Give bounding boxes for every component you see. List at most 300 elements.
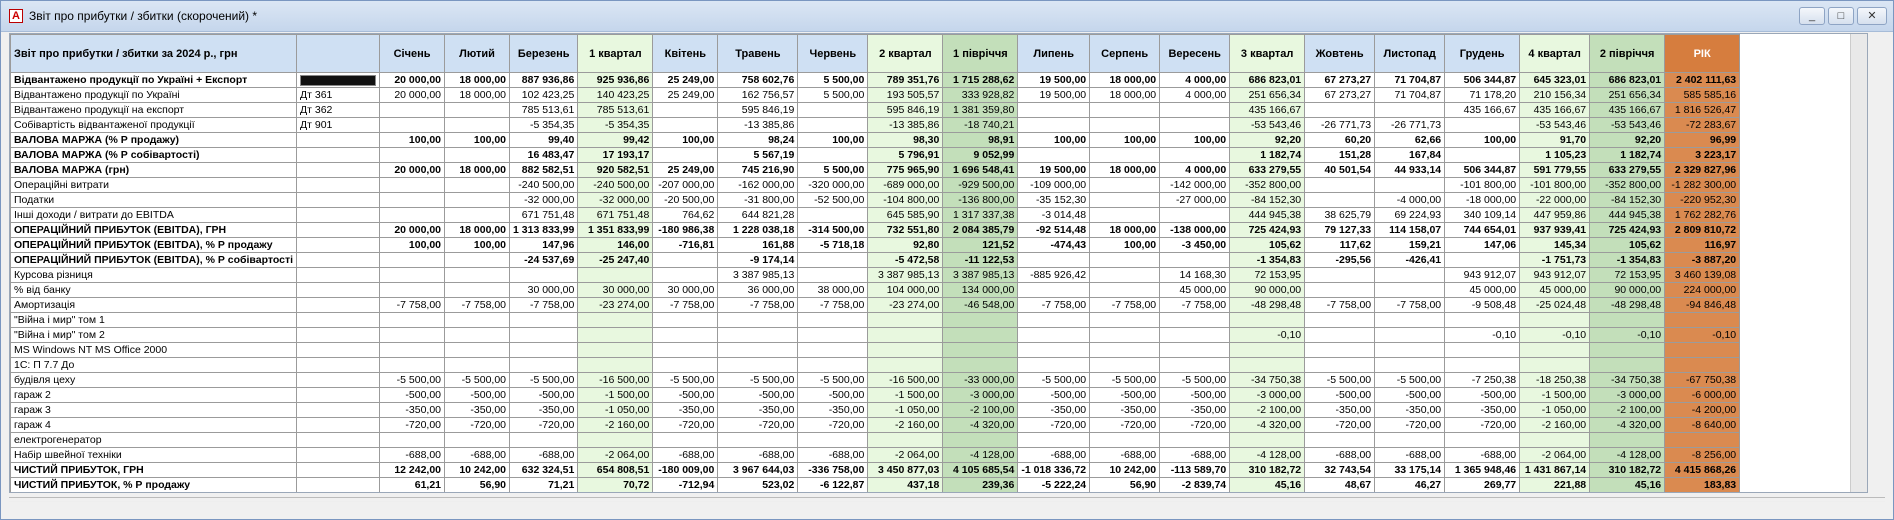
value-cell-year[interactable]: -67 750,38 <box>1665 373 1740 388</box>
value-cell-may[interactable]: -7 758,00 <box>718 298 798 313</box>
report-grid-area[interactable] <box>9 33 1868 493</box>
value-cell-h1[interactable]: -2 100,00 <box>943 403 1018 418</box>
close-button[interactable]: ✕ <box>1857 7 1887 25</box>
value-cell-q1[interactable] <box>578 313 653 328</box>
value-cell-nov[interactable]: -500,00 <box>1375 388 1445 403</box>
value-cell-mar[interactable] <box>510 313 578 328</box>
value-cell-mar[interactable]: -32 000,00 <box>510 193 578 208</box>
value-cell-h2[interactable]: -0,10 <box>1590 328 1665 343</box>
value-cell-q3[interactable]: 105,62 <box>1230 238 1305 253</box>
value-cell-jan[interactable] <box>380 433 445 448</box>
value-cell-feb[interactable] <box>445 103 510 118</box>
value-cell-jul[interactable]: 19 500,00 <box>1018 88 1090 103</box>
value-cell-oct[interactable] <box>1305 193 1375 208</box>
value-cell-jun[interactable] <box>798 268 868 283</box>
value-cell-may[interactable]: 745 216,90 <box>718 163 798 178</box>
value-cell-jan[interactable]: 20 000,00 <box>380 163 445 178</box>
value-cell-q2[interactable] <box>868 313 943 328</box>
col-header-dec[interactable]: Грудень <box>1445 35 1520 73</box>
value-cell-feb[interactable] <box>445 343 510 358</box>
value-cell-nov[interactable] <box>1375 283 1445 298</box>
value-cell-may[interactable] <box>718 433 798 448</box>
account-code-cell[interactable] <box>297 313 380 328</box>
value-cell-sep[interactable]: -5 500,00 <box>1160 373 1230 388</box>
value-cell-jan[interactable]: 12 242,00 <box>380 463 445 478</box>
value-cell-q4[interactable]: 447 959,86 <box>1520 208 1590 223</box>
maximize-button[interactable]: □ <box>1828 7 1854 25</box>
value-cell-dec[interactable]: 506 344,87 <box>1445 73 1520 88</box>
value-cell-mar[interactable] <box>510 328 578 343</box>
value-cell-h1[interactable]: 239,36 <box>943 478 1018 493</box>
value-cell-may[interactable]: 523,02 <box>718 478 798 493</box>
value-cell-nov[interactable]: -7 758,00 <box>1375 298 1445 313</box>
row-label[interactable]: ВАЛОВА МАРЖА (% Р собівартості) <box>11 148 297 163</box>
account-code-cell[interactable] <box>297 178 380 193</box>
col-header-year[interactable]: РІК <box>1665 35 1740 73</box>
account-code-cell[interactable] <box>297 358 380 373</box>
value-cell-jul[interactable] <box>1018 313 1090 328</box>
value-cell-q2[interactable]: -2 160,00 <box>868 418 943 433</box>
value-cell-q4[interactable]: 435 166,67 <box>1520 103 1590 118</box>
value-cell-nov[interactable]: 71 704,87 <box>1375 73 1445 88</box>
value-cell-q4[interactable]: -1 050,00 <box>1520 403 1590 418</box>
value-cell-h1[interactable]: 3 387 985,13 <box>943 268 1018 283</box>
value-cell-year[interactable] <box>1665 433 1740 448</box>
value-cell-apr[interactable] <box>653 253 718 268</box>
value-cell-h1[interactable]: 98,91 <box>943 133 1018 148</box>
value-cell-jun[interactable]: -5 500,00 <box>798 373 868 388</box>
value-cell-q2[interactable] <box>868 328 943 343</box>
value-cell-jul[interactable] <box>1018 358 1090 373</box>
value-cell-q4[interactable]: -2 160,00 <box>1520 418 1590 433</box>
value-cell-q2[interactable]: 5 796,91 <box>868 148 943 163</box>
row-label[interactable]: ВАЛОВА МАРЖА (% Р продажу) <box>11 133 297 148</box>
value-cell-h2[interactable]: -84 152,30 <box>1590 193 1665 208</box>
title-bar[interactable] <box>1 1 1893 32</box>
value-cell-q3[interactable]: 435 166,67 <box>1230 103 1305 118</box>
value-cell-apr[interactable] <box>653 433 718 448</box>
value-cell-h2[interactable]: 686 823,01 <box>1590 73 1665 88</box>
value-cell-apr[interactable] <box>653 328 718 343</box>
value-cell-apr[interactable]: 100,00 <box>653 133 718 148</box>
value-cell-q3[interactable] <box>1230 358 1305 373</box>
account-code-cell[interactable]: Дт 361 <box>297 88 380 103</box>
value-cell-aug[interactable]: 100,00 <box>1090 133 1160 148</box>
value-cell-dec[interactable]: 100,00 <box>1445 133 1520 148</box>
value-cell-nov[interactable] <box>1375 103 1445 118</box>
value-cell-nov[interactable]: 44 933,14 <box>1375 163 1445 178</box>
value-cell-mar[interactable]: -5 500,00 <box>510 373 578 388</box>
value-cell-year[interactable]: 2 402 111,63 <box>1665 73 1740 88</box>
value-cell-h1[interactable]: -11 122,53 <box>943 253 1018 268</box>
account-code-cell[interactable] <box>297 163 380 178</box>
value-cell-h2[interactable] <box>1590 358 1665 373</box>
value-cell-jan[interactable] <box>380 268 445 283</box>
value-cell-oct[interactable] <box>1305 328 1375 343</box>
value-cell-q1[interactable]: -5 354,35 <box>578 118 653 133</box>
value-cell-may[interactable]: 3 967 644,03 <box>718 463 798 478</box>
value-cell-q3[interactable]: 45,16 <box>1230 478 1305 493</box>
value-cell-h1[interactable]: 4 105 685,54 <box>943 463 1018 478</box>
value-cell-may[interactable]: -31 800,00 <box>718 193 798 208</box>
value-cell-q3[interactable] <box>1230 343 1305 358</box>
value-cell-year[interactable]: -72 283,67 <box>1665 118 1740 133</box>
value-cell-oct[interactable] <box>1305 313 1375 328</box>
value-cell-q3[interactable]: -0,10 <box>1230 328 1305 343</box>
value-cell-q1[interactable]: 785 513,61 <box>578 103 653 118</box>
value-cell-jul[interactable]: 19 500,00 <box>1018 73 1090 88</box>
value-cell-sep[interactable]: -142 000,00 <box>1160 178 1230 193</box>
value-cell-jan[interactable] <box>380 103 445 118</box>
value-cell-oct[interactable]: -295,56 <box>1305 253 1375 268</box>
value-cell-nov[interactable]: -4 000,00 <box>1375 193 1445 208</box>
value-cell-apr[interactable] <box>653 313 718 328</box>
value-cell-year[interactable]: -0,10 <box>1665 328 1740 343</box>
value-cell-nov[interactable]: -5 500,00 <box>1375 373 1445 388</box>
value-cell-feb[interactable] <box>445 358 510 373</box>
value-cell-q4[interactable]: -1 500,00 <box>1520 388 1590 403</box>
value-cell-aug[interactable] <box>1090 268 1160 283</box>
value-cell-jul[interactable]: -5 500,00 <box>1018 373 1090 388</box>
value-cell-year[interactable]: 3 460 139,08 <box>1665 268 1740 283</box>
value-cell-jan[interactable] <box>380 208 445 223</box>
col-header-may[interactable]: Травень <box>718 35 798 73</box>
value-cell-q4[interactable] <box>1520 343 1590 358</box>
value-cell-h2[interactable]: 90 000,00 <box>1590 283 1665 298</box>
value-cell-feb[interactable]: -720,00 <box>445 418 510 433</box>
value-cell-year[interactable]: -6 000,00 <box>1665 388 1740 403</box>
value-cell-q3[interactable]: 725 424,93 <box>1230 223 1305 238</box>
value-cell-jul[interactable] <box>1018 118 1090 133</box>
value-cell-q3[interactable]: -1 354,83 <box>1230 253 1305 268</box>
value-cell-dec[interactable]: -18 000,00 <box>1445 193 1520 208</box>
value-cell-jul[interactable]: -720,00 <box>1018 418 1090 433</box>
value-cell-dec[interactable] <box>1445 118 1520 133</box>
value-cell-apr[interactable]: -716,81 <box>653 238 718 253</box>
value-cell-may[interactable]: 36 000,00 <box>718 283 798 298</box>
value-cell-h1[interactable]: 121,52 <box>943 238 1018 253</box>
value-cell-q1[interactable] <box>578 268 653 283</box>
value-cell-aug[interactable]: -720,00 <box>1090 418 1160 433</box>
account-code-cell[interactable] <box>297 418 380 433</box>
value-cell-q1[interactable]: 671 751,48 <box>578 208 653 223</box>
value-cell-jul[interactable]: -688,00 <box>1018 448 1090 463</box>
row-label[interactable]: MS Windows NT MS Office 2000 <box>11 343 297 358</box>
value-cell-sep[interactable] <box>1160 328 1230 343</box>
value-cell-may[interactable]: 758 602,76 <box>718 73 798 88</box>
value-cell-sep[interactable]: -688,00 <box>1160 448 1230 463</box>
value-cell-jan[interactable] <box>380 148 445 163</box>
value-cell-jul[interactable] <box>1018 328 1090 343</box>
value-cell-h1[interactable]: 134 000,00 <box>943 283 1018 298</box>
value-cell-oct[interactable]: -500,00 <box>1305 388 1375 403</box>
value-cell-nov[interactable]: 167,84 <box>1375 148 1445 163</box>
value-cell-dec[interactable]: 435 166,67 <box>1445 103 1520 118</box>
value-cell-h1[interactable]: -4 128,00 <box>943 448 1018 463</box>
value-cell-apr[interactable] <box>653 268 718 283</box>
value-cell-jul[interactable]: -92 514,48 <box>1018 223 1090 238</box>
value-cell-jun[interactable]: -336 758,00 <box>798 463 868 478</box>
value-cell-q4[interactable]: -25 024,48 <box>1520 298 1590 313</box>
value-cell-q3[interactable]: 92,20 <box>1230 133 1305 148</box>
row-label[interactable]: Податки <box>11 193 297 208</box>
row-label[interactable]: гараж 4 <box>11 418 297 433</box>
value-cell-year[interactable] <box>1665 343 1740 358</box>
row-label[interactable]: % від банку <box>11 283 297 298</box>
col-header-h2[interactable]: 2 півріччя <box>1590 35 1665 73</box>
value-cell-may[interactable]: -5 500,00 <box>718 373 798 388</box>
value-cell-h2[interactable]: -2 100,00 <box>1590 403 1665 418</box>
value-cell-jul[interactable]: 100,00 <box>1018 133 1090 148</box>
value-cell-q4[interactable]: 210 156,34 <box>1520 88 1590 103</box>
value-cell-apr[interactable]: -350,00 <box>653 403 718 418</box>
value-cell-year[interactable]: -220 952,30 <box>1665 193 1740 208</box>
value-cell-h1[interactable]: 1 381 359,80 <box>943 103 1018 118</box>
value-cell-h2[interactable] <box>1590 433 1665 448</box>
value-cell-q2[interactable]: 775 965,90 <box>868 163 943 178</box>
value-cell-aug[interactable] <box>1090 103 1160 118</box>
value-cell-q4[interactable]: 591 779,55 <box>1520 163 1590 178</box>
value-cell-oct[interactable]: -7 758,00 <box>1305 298 1375 313</box>
col-header-sep[interactable]: Вересень <box>1160 35 1230 73</box>
value-cell-h2[interactable]: -352 800,00 <box>1590 178 1665 193</box>
value-cell-q1[interactable] <box>578 328 653 343</box>
row-label[interactable]: Відвантажено продукції по Україні + Експорт <box>11 73 297 88</box>
value-cell-h2[interactable]: -4 128,00 <box>1590 448 1665 463</box>
value-cell-q1[interactable]: 925 936,86 <box>578 73 653 88</box>
value-cell-h2[interactable]: 444 945,38 <box>1590 208 1665 223</box>
value-cell-jul[interactable]: 19 500,00 <box>1018 163 1090 178</box>
value-cell-sep[interactable] <box>1160 118 1230 133</box>
value-cell-jan[interactable] <box>380 313 445 328</box>
value-cell-jun[interactable]: 100,00 <box>798 133 868 148</box>
row-label[interactable]: Операційні витрати <box>11 178 297 193</box>
value-cell-q2[interactable]: 3 387 985,13 <box>868 268 943 283</box>
value-cell-nov[interactable]: 114 158,07 <box>1375 223 1445 238</box>
col-header-q4[interactable]: 4 квартал <box>1520 35 1590 73</box>
account-code-cell[interactable] <box>297 148 380 163</box>
value-cell-jul[interactable] <box>1018 148 1090 163</box>
value-cell-q3[interactable]: 310 182,72 <box>1230 463 1305 478</box>
value-cell-oct[interactable]: 117,62 <box>1305 238 1375 253</box>
value-cell-dec[interactable] <box>1445 253 1520 268</box>
value-cell-aug[interactable]: -500,00 <box>1090 388 1160 403</box>
value-cell-year[interactable]: 96,99 <box>1665 133 1740 148</box>
value-cell-mar[interactable]: -350,00 <box>510 403 578 418</box>
value-cell-mar[interactable]: -7 758,00 <box>510 298 578 313</box>
value-cell-h1[interactable]: -929 500,00 <box>943 178 1018 193</box>
value-cell-may[interactable]: -13 385,86 <box>718 118 798 133</box>
value-cell-q2[interactable]: -23 274,00 <box>868 298 943 313</box>
value-cell-jan[interactable]: -5 500,00 <box>380 373 445 388</box>
value-cell-sep[interactable]: -3 450,00 <box>1160 238 1230 253</box>
value-cell-may[interactable]: -9 174,14 <box>718 253 798 268</box>
col-header-jul[interactable]: Липень <box>1018 35 1090 73</box>
value-cell-year[interactable]: 3 223,17 <box>1665 148 1740 163</box>
col-header-code[interactable] <box>297 35 380 73</box>
row-label[interactable]: Набір швейної техніки <box>11 448 297 463</box>
value-cell-q4[interactable]: 45 000,00 <box>1520 283 1590 298</box>
value-cell-h2[interactable]: 105,62 <box>1590 238 1665 253</box>
value-cell-q1[interactable]: -23 274,00 <box>578 298 653 313</box>
value-cell-q1[interactable]: -25 247,40 <box>578 253 653 268</box>
value-cell-feb[interactable]: 18 000,00 <box>445 88 510 103</box>
value-cell-q2[interactable]: -2 064,00 <box>868 448 943 463</box>
value-cell-oct[interactable]: -350,00 <box>1305 403 1375 418</box>
account-code-cell[interactable] <box>297 283 380 298</box>
value-cell-h1[interactable] <box>943 343 1018 358</box>
value-cell-dec[interactable]: 506 344,87 <box>1445 163 1520 178</box>
account-code-cell[interactable] <box>297 193 380 208</box>
value-cell-may[interactable]: 644 821,28 <box>718 208 798 223</box>
value-cell-may[interactable]: -162 000,00 <box>718 178 798 193</box>
value-cell-h2[interactable]: -53 543,46 <box>1590 118 1665 133</box>
value-cell-jul[interactable] <box>1018 103 1090 118</box>
value-cell-apr[interactable]: -180 009,00 <box>653 463 718 478</box>
value-cell-apr[interactable] <box>653 118 718 133</box>
account-code-cell[interactable] <box>297 448 380 463</box>
account-code-cell[interactable] <box>297 433 380 448</box>
value-cell-jun[interactable] <box>798 148 868 163</box>
value-cell-may[interactable]: 1 228 038,18 <box>718 223 798 238</box>
value-cell-nov[interactable]: 69 224,93 <box>1375 208 1445 223</box>
account-code-cell[interactable] <box>297 328 380 343</box>
value-cell-sep[interactable] <box>1160 253 1230 268</box>
value-cell-year[interactable]: -1 282 300,00 <box>1665 178 1740 193</box>
value-cell-q3[interactable]: -352 800,00 <box>1230 178 1305 193</box>
value-cell-apr[interactable]: -207 000,00 <box>653 178 718 193</box>
value-cell-apr[interactable] <box>653 148 718 163</box>
value-cell-jan[interactable] <box>380 358 445 373</box>
value-cell-h1[interactable]: 2 084 385,79 <box>943 223 1018 238</box>
value-cell-jul[interactable]: -109 000,00 <box>1018 178 1090 193</box>
value-cell-mar[interactable]: 16 483,47 <box>510 148 578 163</box>
row-label[interactable]: ОПЕРАЦІЙНИЙ ПРИБУТОК (EBITDA), ГРН <box>11 223 297 238</box>
value-cell-sep[interactable]: -27 000,00 <box>1160 193 1230 208</box>
value-cell-jan[interactable]: -688,00 <box>380 448 445 463</box>
row-label[interactable]: ВАЛОВА МАРЖА (грн) <box>11 163 297 178</box>
value-cell-q1[interactable] <box>578 343 653 358</box>
value-cell-h2[interactable]: 92,20 <box>1590 133 1665 148</box>
value-cell-year[interactable]: 116,97 <box>1665 238 1740 253</box>
row-label[interactable]: ОПЕРАЦІЙНИЙ ПРИБУТОК (EBITDA), % Р собівартості <box>11 253 297 268</box>
row-label[interactable]: будівля цеху <box>11 373 297 388</box>
value-cell-year[interactable] <box>1665 358 1740 373</box>
value-cell-jun[interactable]: -52 500,00 <box>798 193 868 208</box>
value-cell-jan[interactable] <box>380 253 445 268</box>
value-cell-aug[interactable] <box>1090 313 1160 328</box>
value-cell-q2[interactable]: 193 505,57 <box>868 88 943 103</box>
value-cell-jun[interactable]: 5 500,00 <box>798 163 868 178</box>
value-cell-oct[interactable]: -720,00 <box>1305 418 1375 433</box>
value-cell-oct[interactable]: 151,28 <box>1305 148 1375 163</box>
value-cell-may[interactable]: -500,00 <box>718 388 798 403</box>
row-label[interactable]: Курсова різниця <box>11 268 297 283</box>
value-cell-nov[interactable] <box>1375 313 1445 328</box>
value-cell-h1[interactable]: -4 320,00 <box>943 418 1018 433</box>
value-cell-apr[interactable]: 25 249,00 <box>653 88 718 103</box>
col-header-h1[interactable]: 1 півріччя <box>943 35 1018 73</box>
value-cell-jun[interactable] <box>798 253 868 268</box>
value-cell-q2[interactable]: -1 050,00 <box>868 403 943 418</box>
row-label[interactable]: гараж 3 <box>11 403 297 418</box>
account-code-cell[interactable] <box>297 388 380 403</box>
value-cell-may[interactable] <box>718 313 798 328</box>
value-cell-h1[interactable]: 333 928,82 <box>943 88 1018 103</box>
value-cell-mar[interactable]: -5 354,35 <box>510 118 578 133</box>
value-cell-mar[interactable]: 887 936,86 <box>510 73 578 88</box>
value-cell-apr[interactable] <box>653 103 718 118</box>
value-cell-aug[interactable]: 56,90 <box>1090 478 1160 493</box>
value-cell-feb[interactable] <box>445 208 510 223</box>
value-cell-may[interactable]: -688,00 <box>718 448 798 463</box>
row-label[interactable]: Собівартість відвантаженої продукції <box>11 118 297 133</box>
value-cell-h1[interactable] <box>943 313 1018 328</box>
account-code-cell[interactable] <box>297 253 380 268</box>
value-cell-q3[interactable]: 444 945,38 <box>1230 208 1305 223</box>
value-cell-jul[interactable]: -474,43 <box>1018 238 1090 253</box>
value-cell-oct[interactable] <box>1305 358 1375 373</box>
value-cell-mar[interactable]: -24 537,69 <box>510 253 578 268</box>
value-cell-nov[interactable]: 46,27 <box>1375 478 1445 493</box>
value-cell-h1[interactable]: 1 317 337,38 <box>943 208 1018 223</box>
value-cell-dec[interactable]: -7 250,38 <box>1445 373 1520 388</box>
value-cell-nov[interactable] <box>1375 433 1445 448</box>
vertical-scrollbar[interactable] <box>1850 34 1867 492</box>
value-cell-mar[interactable]: 882 582,51 <box>510 163 578 178</box>
value-cell-oct[interactable] <box>1305 283 1375 298</box>
value-cell-jun[interactable]: -350,00 <box>798 403 868 418</box>
value-cell-nov[interactable] <box>1375 343 1445 358</box>
account-code-cell[interactable] <box>297 268 380 283</box>
value-cell-aug[interactable] <box>1090 328 1160 343</box>
value-cell-dec[interactable]: -0,10 <box>1445 328 1520 343</box>
value-cell-feb[interactable] <box>445 193 510 208</box>
value-cell-jun[interactable]: -500,00 <box>798 388 868 403</box>
value-cell-q2[interactable]: 732 551,80 <box>868 223 943 238</box>
account-code-cell[interactable] <box>297 343 380 358</box>
value-cell-h1[interactable]: 1 715 288,62 <box>943 73 1018 88</box>
value-cell-mar[interactable] <box>510 343 578 358</box>
value-cell-q3[interactable]: -53 543,46 <box>1230 118 1305 133</box>
value-cell-aug[interactable]: 18 000,00 <box>1090 223 1160 238</box>
value-cell-oct[interactable]: -26 771,73 <box>1305 118 1375 133</box>
col-header-aug[interactable]: Серпень <box>1090 35 1160 73</box>
value-cell-dec[interactable] <box>1445 433 1520 448</box>
value-cell-dec[interactable]: -9 508,48 <box>1445 298 1520 313</box>
account-code-cell[interactable] <box>297 133 380 148</box>
col-header-name[interactable]: Звіт про прибутки / збитки за 2024 р., грн <box>11 35 297 73</box>
value-cell-feb[interactable] <box>445 268 510 283</box>
value-cell-feb[interactable] <box>445 148 510 163</box>
value-cell-q2[interactable]: 595 846,19 <box>868 103 943 118</box>
value-cell-year[interactable]: -8 640,00 <box>1665 418 1740 433</box>
value-cell-aug[interactable]: 18 000,00 <box>1090 163 1160 178</box>
value-cell-q4[interactable]: -0,10 <box>1520 328 1590 343</box>
row-label[interactable]: Амортизація <box>11 298 297 313</box>
value-cell-sep[interactable]: -500,00 <box>1160 388 1230 403</box>
value-cell-aug[interactable]: 10 242,00 <box>1090 463 1160 478</box>
value-cell-h2[interactable]: -34 750,38 <box>1590 373 1665 388</box>
value-cell-jun[interactable] <box>798 103 868 118</box>
value-cell-q4[interactable]: 943 912,07 <box>1520 268 1590 283</box>
value-cell-jan[interactable] <box>380 193 445 208</box>
value-cell-apr[interactable]: -720,00 <box>653 418 718 433</box>
value-cell-jan[interactable]: -720,00 <box>380 418 445 433</box>
value-cell-q1[interactable]: -2 064,00 <box>578 448 653 463</box>
value-cell-sep[interactable] <box>1160 343 1230 358</box>
value-cell-apr[interactable]: 764,62 <box>653 208 718 223</box>
